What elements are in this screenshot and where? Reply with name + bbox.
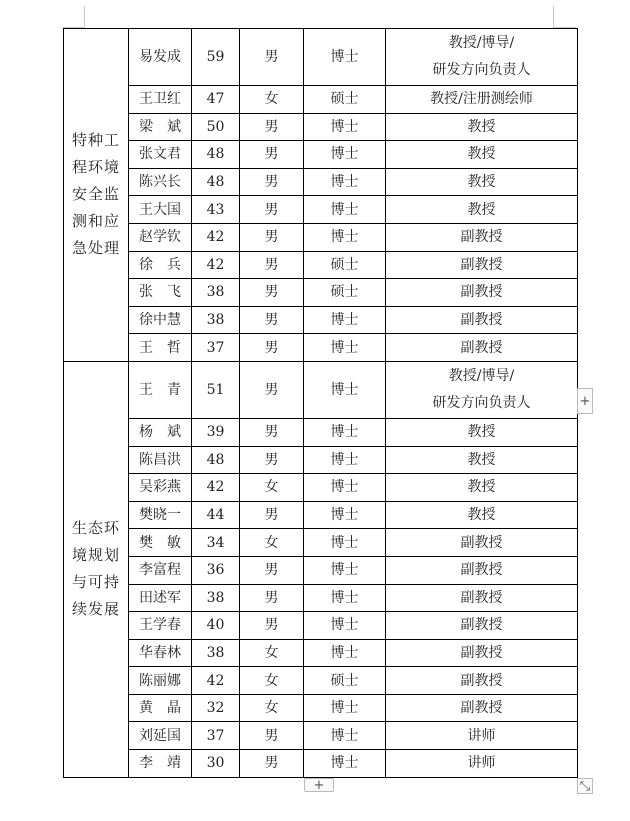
name-cell: 田述军 xyxy=(129,584,192,612)
title-cell xyxy=(386,113,578,141)
degree-cell: 硕士 xyxy=(304,279,386,307)
title-line: 教授 xyxy=(467,174,496,191)
sex-cell: 男 xyxy=(240,141,304,169)
sex-cell: 男 xyxy=(240,223,304,251)
sex-cell: 女 xyxy=(240,639,304,667)
table-row xyxy=(64,446,578,474)
sex-cell: 男 xyxy=(240,556,304,584)
title-cell xyxy=(386,584,578,612)
title-line: 副教授 xyxy=(460,312,503,329)
age-cell: 30 xyxy=(192,750,240,778)
degree-cell: 博士 xyxy=(304,306,386,334)
table-resize-handle[interactable] xyxy=(577,778,593,794)
age-cell: 38 xyxy=(192,584,240,612)
title-line: 教授/博导/ xyxy=(448,367,515,384)
name-cell: 陈丽娜 xyxy=(129,667,192,695)
table-row xyxy=(64,251,578,279)
age-cell: 40 xyxy=(192,612,240,640)
age-cell: 37 xyxy=(192,722,240,750)
degree-cell: 博士 xyxy=(304,694,386,722)
title-cell xyxy=(386,29,578,86)
sex-cell: 男 xyxy=(240,418,304,446)
age-cell: 42 xyxy=(192,223,240,251)
degree-cell: 博士 xyxy=(304,639,386,667)
research-direction-label: 生态环境规划与可持续发展 xyxy=(71,519,120,619)
faculty-table-body xyxy=(64,29,578,778)
title-line: 讲师 xyxy=(467,727,496,744)
name-cell: 王 哲 xyxy=(129,334,192,362)
title-line: 研发方向负责人 xyxy=(432,62,531,78)
name-cell: 徐中慧 xyxy=(129,306,192,334)
name-cell: 杨 斌 xyxy=(129,418,192,446)
name-cell: 李富程 xyxy=(129,556,192,584)
table-row xyxy=(64,612,578,640)
table-row xyxy=(64,639,578,667)
degree-cell: 博士 xyxy=(304,750,386,778)
table-row xyxy=(64,584,578,612)
age-cell: 37 xyxy=(192,334,240,362)
title-line: 教授 xyxy=(467,146,496,163)
title-line: 副教授 xyxy=(460,534,503,551)
title-cell xyxy=(386,418,578,446)
age-cell: 39 xyxy=(192,418,240,446)
title-cell xyxy=(386,722,578,750)
name-cell: 王 青 xyxy=(129,361,192,418)
sex-cell: 女 xyxy=(240,529,304,557)
age-cell: 38 xyxy=(192,279,240,307)
title-cell xyxy=(386,501,578,529)
table-row xyxy=(64,334,578,362)
title-line: 副教授 xyxy=(460,672,503,689)
age-cell: 34 xyxy=(192,529,240,557)
title-line: 副教授 xyxy=(460,644,503,661)
age-cell: 48 xyxy=(192,168,240,196)
title-line: 讲师 xyxy=(467,755,496,772)
sex-cell: 男 xyxy=(240,279,304,307)
table-row xyxy=(64,86,578,114)
degree-cell: 博士 xyxy=(304,418,386,446)
title-line: 教授/注册测绘师 xyxy=(430,91,533,108)
plus-icon: + xyxy=(313,777,325,793)
title-cell xyxy=(386,251,578,279)
table-row xyxy=(64,29,578,86)
name-cell: 张文君 xyxy=(129,141,192,169)
table-row xyxy=(64,529,578,557)
name-cell: 李 靖 xyxy=(129,750,192,778)
title-cell xyxy=(386,639,578,667)
degree-cell: 硕士 xyxy=(304,667,386,695)
table-row xyxy=(64,694,578,722)
age-cell: 48 xyxy=(192,446,240,474)
degree-cell: 硕士 xyxy=(304,86,386,114)
table-row xyxy=(64,474,578,502)
degree-cell: 博士 xyxy=(304,722,386,750)
title-cell xyxy=(386,612,578,640)
faculty-table xyxy=(63,28,578,778)
table-row xyxy=(64,556,578,584)
sex-cell: 女 xyxy=(240,474,304,502)
age-cell: 42 xyxy=(192,474,240,502)
sex-cell: 男 xyxy=(240,113,304,141)
age-cell: 44 xyxy=(192,501,240,529)
name-cell: 华春林 xyxy=(129,639,192,667)
age-cell: 42 xyxy=(192,251,240,279)
degree-cell: 博士 xyxy=(304,612,386,640)
table-row xyxy=(64,418,578,446)
sex-cell: 男 xyxy=(240,446,304,474)
title-cell xyxy=(386,334,578,362)
title-cell xyxy=(386,306,578,334)
degree-cell: 博士 xyxy=(304,556,386,584)
title-line: 副教授 xyxy=(460,562,503,579)
title-line: 副教授 xyxy=(460,256,503,273)
title-cell xyxy=(386,474,578,502)
name-cell: 王卫红 xyxy=(129,86,192,114)
sex-cell: 男 xyxy=(240,334,304,362)
age-cell: 51 xyxy=(192,361,240,418)
table-row xyxy=(64,279,578,307)
sex-cell: 男 xyxy=(240,251,304,279)
sex-cell: 男 xyxy=(240,612,304,640)
title-line: 教授 xyxy=(467,507,496,524)
title-line: 教授 xyxy=(467,118,496,135)
degree-cell: 博士 xyxy=(304,168,386,196)
age-cell: 59 xyxy=(192,29,240,86)
age-cell: 38 xyxy=(192,306,240,334)
title-cell xyxy=(386,361,578,418)
sex-cell: 男 xyxy=(240,306,304,334)
name-cell: 陈兴长 xyxy=(129,168,192,196)
age-cell: 50 xyxy=(192,113,240,141)
degree-cell: 博士 xyxy=(304,334,386,362)
table-row xyxy=(64,722,578,750)
title-cell xyxy=(386,196,578,224)
age-cell: 47 xyxy=(192,86,240,114)
age-cell: 42 xyxy=(192,667,240,695)
sex-cell: 男 xyxy=(240,168,304,196)
title-line: 副教授 xyxy=(460,339,503,356)
name-cell: 王大国 xyxy=(129,196,192,224)
age-cell: 36 xyxy=(192,556,240,584)
degree-cell: 博士 xyxy=(304,446,386,474)
name-cell: 易发成 xyxy=(129,29,192,86)
name-cell: 吴彩燕 xyxy=(129,474,192,502)
sex-cell: 男 xyxy=(240,501,304,529)
name-cell: 梁 斌 xyxy=(129,113,192,141)
degree-cell: 博士 xyxy=(304,196,386,224)
title-cell xyxy=(386,556,578,584)
degree-cell: 博士 xyxy=(304,361,386,418)
add-column-button[interactable] xyxy=(577,388,593,414)
sex-cell: 女 xyxy=(240,667,304,695)
title-line: 副教授 xyxy=(460,284,503,301)
title-line: 副教授 xyxy=(460,700,503,717)
name-cell: 樊晓一 xyxy=(129,501,192,529)
title-cell xyxy=(386,223,578,251)
table-row xyxy=(64,361,578,418)
degree-cell: 博士 xyxy=(304,29,386,86)
title-cell xyxy=(386,529,578,557)
name-cell: 黄 晶 xyxy=(129,694,192,722)
sex-cell: 男 xyxy=(240,722,304,750)
title-line: 副教授 xyxy=(460,617,503,634)
resize-diagonal-icon: ⤡ xyxy=(579,778,591,794)
title-line: 教授 xyxy=(467,201,496,218)
table-row xyxy=(64,168,578,196)
degree-cell: 博士 xyxy=(304,141,386,169)
table-row xyxy=(64,196,578,224)
degree-cell: 博士 xyxy=(304,501,386,529)
title-line: 副教授 xyxy=(460,229,503,246)
title-cell xyxy=(386,446,578,474)
add-row-button[interactable] xyxy=(304,778,334,792)
title-line: 副教授 xyxy=(460,589,503,606)
degree-cell: 博士 xyxy=(304,223,386,251)
age-cell: 38 xyxy=(192,639,240,667)
name-cell: 王学春 xyxy=(129,612,192,640)
plus-icon: + xyxy=(579,393,591,409)
research-direction-cell xyxy=(64,361,129,777)
name-cell: 徐 兵 xyxy=(129,251,192,279)
title-cell xyxy=(386,667,578,695)
sex-cell: 男 xyxy=(240,584,304,612)
page-corner-mark-top-left xyxy=(84,6,85,28)
page-corner-mark-top-right xyxy=(553,6,554,28)
degree-cell: 博士 xyxy=(304,529,386,557)
title-line: 研发方向负责人 xyxy=(432,394,531,411)
research-direction-cell xyxy=(64,29,129,362)
name-cell: 陈昌洪 xyxy=(129,446,192,474)
degree-cell: 博士 xyxy=(304,474,386,502)
name-cell: 樊 敏 xyxy=(129,529,192,557)
title-cell xyxy=(386,694,578,722)
title-line: 教授 xyxy=(467,479,496,496)
name-cell: 赵学钦 xyxy=(129,223,192,251)
table-row xyxy=(64,306,578,334)
sex-cell: 男 xyxy=(240,361,304,418)
table-row xyxy=(64,750,578,778)
degree-cell: 硕士 xyxy=(304,251,386,279)
name-cell: 张 飞 xyxy=(129,279,192,307)
degree-cell: 博士 xyxy=(304,584,386,612)
title-cell xyxy=(386,168,578,196)
title-line: 教授/博导/ xyxy=(448,35,515,51)
title-cell xyxy=(386,86,578,114)
sex-cell: 男 xyxy=(240,196,304,224)
sex-cell: 男 xyxy=(240,29,304,86)
degree-cell: 博士 xyxy=(304,113,386,141)
table-row xyxy=(64,667,578,695)
age-cell: 48 xyxy=(192,141,240,169)
age-cell: 32 xyxy=(192,694,240,722)
title-cell xyxy=(386,141,578,169)
title-cell xyxy=(386,279,578,307)
research-direction-label: 特种工程环境安全监测和应急处理 xyxy=(71,131,120,258)
sex-cell: 女 xyxy=(240,694,304,722)
table-row xyxy=(64,501,578,529)
sex-cell: 男 xyxy=(240,750,304,778)
table-row xyxy=(64,141,578,169)
title-line: 教授 xyxy=(467,424,496,441)
sex-cell: 女 xyxy=(240,86,304,114)
title-cell xyxy=(386,750,578,778)
table-row xyxy=(64,223,578,251)
table-row xyxy=(64,113,578,141)
name-cell: 刘延国 xyxy=(129,722,192,750)
age-cell: 43 xyxy=(192,196,240,224)
title-line: 教授 xyxy=(467,451,496,468)
